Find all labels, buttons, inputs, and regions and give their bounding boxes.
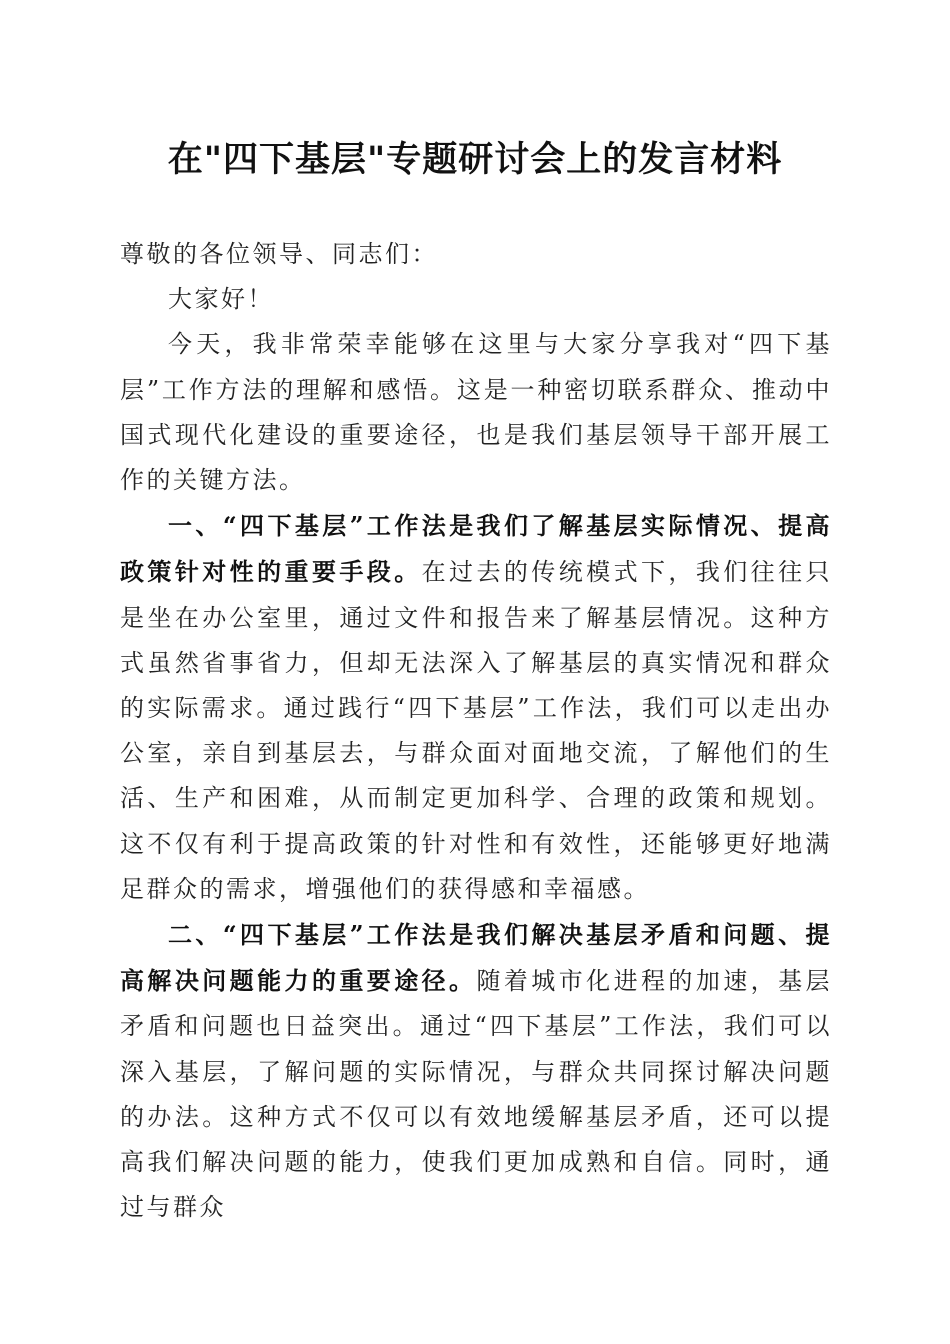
greeting: 大家好！ (168, 285, 274, 314)
section-paragraph-1 (120, 503, 832, 912)
document-body (120, 232, 832, 1230)
section-heading-2: 二、“四下基层”工作法是我们解决基层矛盾和问题、提高解决问题能力的重要途径。 (120, 920, 832, 996)
intro-paragraph: 今天，我非常荣幸能够在这里与大家分享我对“四下基层”工作方法的理解和感悟。这是一种密切联系群众、推动中国式现代化建设的重要途径，也是我们基层领导干部开展工作的关键方法。 (120, 330, 832, 495)
section-heading-1: 一、“四下基层”工作法是我们了解基层实际情况、提高政策针对性的重要手段。 (120, 511, 832, 587)
salutation: 尊敬的各位领导、同志们： (120, 240, 438, 268)
document-title: 在"四下基层"专题研讨会上的发言材料 (167, 139, 783, 180)
section-paragraph-2 (120, 912, 832, 1230)
section-body-1: 在过去的传统模式下，我们往往只是坐在办公室里，通过文件和报告来了解基层情况。这种方式虽然省事省力，但却无法深入了解基层的真实情况和群众的实际需求。通过践行“四下基层”工作法，我们可以走出办公室，亲自到基层去，与群众面对面地交流，了解他们的生活、生产和困难，从而制定更加科学、合理的政策和规划。这不仅有利于提高政策的针对性和有效性，还能够更好地满足群众的需求，增强他们的获得感和幸福感。 (120, 558, 833, 903)
section-body-2: 随着城市化进程的加速，基层矛盾和问题也日益突出。通过“四下基层”工作法，我们可以深入基层，了解问题的实际情况，与群众共同探讨解决问题的办法。这种方式不仅可以有效地缓解基层矛盾，还可以提高我们解决问题的能力，使我们更加成熟和自信。同时，通过与群众 (120, 967, 833, 1222)
